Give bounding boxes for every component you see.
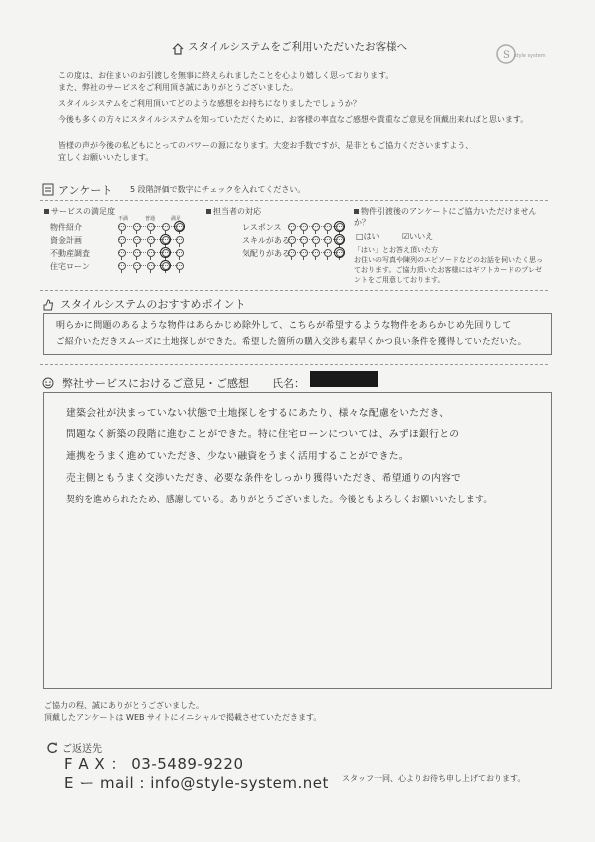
rating-scale[interactable] xyxy=(118,233,184,247)
rating-option[interactable] xyxy=(147,262,155,270)
followup-note: 「はい」とお答え頂いた方 お住いの写真や陳列のエピソードなどのお話を伺いたく思っております。ご協力頂いたお客様にはギフトカードのプレゼントをご用意しております。 xyxy=(354,246,543,284)
rating-option[interactable] xyxy=(118,236,126,244)
divider xyxy=(40,290,548,291)
scale-label-mid: 普通 xyxy=(145,216,156,222)
rating-scale[interactable] xyxy=(118,220,184,234)
intro-line-4: 今後も多くの方々にスタイルシステムを知っていただくために、お客様の率直なご感想や貴重なご意見を頂戴出来ればと思います。 xyxy=(58,115,529,124)
clipboard-icon xyxy=(42,181,54,195)
service-item-label: 物件紹介 xyxy=(50,223,82,232)
rating-option[interactable] xyxy=(147,236,155,244)
page-title: スタイルシステムをご利用いただいたお客様へ xyxy=(188,41,407,53)
intro-line-5: 皆様の声が今後の私どもにとってのパワーの源になります。大変お手数ですが、是非ともご協力くださいますよう、 xyxy=(58,141,474,150)
followup-option-yes[interactable]: □はい xyxy=(356,232,380,241)
recommend-line-1: 明らかに問題のあるような物件はあらかじめ除外して、こちらが希望するような物件をあらかじめ先回りして xyxy=(56,321,512,331)
service-item-label: 資金計画 xyxy=(50,236,82,245)
rating-option[interactable] xyxy=(288,223,296,231)
rating-option[interactable] xyxy=(300,236,308,244)
rating-option[interactable] xyxy=(133,223,141,231)
survey-instruction: 5 段階評価で数字にチェックを入れてください。 xyxy=(130,185,306,194)
name-label: 氏名： xyxy=(272,377,305,390)
thanks-line: ご協力の程、誠にありがとうございました。 xyxy=(44,701,204,710)
closing-message: スタッフ一同、心よりお待ち申し上げております。 xyxy=(342,774,526,783)
rating-option[interactable] xyxy=(176,262,184,270)
rating-option[interactable] xyxy=(300,223,308,231)
service-item-label: 不動産調査 xyxy=(50,249,90,258)
service-item-label: 住宅ローン xyxy=(50,262,90,271)
return-title: ご返送先 xyxy=(62,744,102,755)
rating-option[interactable] xyxy=(176,249,184,257)
selected-rating-mark xyxy=(160,247,171,258)
intro-line-3: スタイルシステムをご利用頂いてどのような感想をお持ちになりましたでしょうか？ xyxy=(58,99,361,108)
staff-item-label: レスポンス xyxy=(242,223,282,232)
feedback-line: 売主側ともうまく交渉いただき、必要な条件をしっかり獲得いただき、希望通りの内容で xyxy=(66,473,461,484)
selected-rating-mark xyxy=(160,260,171,271)
rating-scale[interactable] xyxy=(288,246,344,260)
intro-line-2: また、弊社のサービスをご利用頂き誠にありがとうございました。 xyxy=(58,83,298,92)
rating-option[interactable] xyxy=(147,223,155,231)
rating-option[interactable] xyxy=(133,236,141,244)
survey-title: アンケート xyxy=(58,184,113,197)
rating-option[interactable] xyxy=(118,249,126,257)
rating-option[interactable] xyxy=(324,249,332,257)
rating-option[interactable] xyxy=(133,262,141,270)
svg-text:S: S xyxy=(503,50,510,61)
rating-option[interactable] xyxy=(118,223,126,231)
selected-rating-mark xyxy=(334,247,345,258)
rating-option[interactable] xyxy=(133,249,141,257)
rating-option[interactable] xyxy=(312,223,320,231)
rating-scale[interactable] xyxy=(288,233,344,247)
rating-option[interactable] xyxy=(324,223,332,231)
selected-rating-mark xyxy=(334,234,345,245)
followup-heading: 物件引渡後のアンケートにご協力いただけませんか？ xyxy=(354,207,537,227)
feedback-line: 連携をうまく進めていただき、少ない融資をうまく活用することができた。 xyxy=(66,451,409,462)
selected-rating-mark xyxy=(160,234,171,245)
selected-rating-mark xyxy=(334,221,345,232)
feedback-title: 弊社サービスにおけるご意見・ご感想 xyxy=(62,377,249,390)
thumbs-up-icon xyxy=(42,296,54,308)
scale-label-high: 満足 xyxy=(171,216,182,222)
rating-option[interactable] xyxy=(288,236,296,244)
rating-option[interactable] xyxy=(162,223,170,231)
rating-scale[interactable] xyxy=(118,246,184,260)
rating-option[interactable] xyxy=(324,236,332,244)
staff-item-label: 気配りがある xyxy=(242,249,290,258)
staff-heading: 担当者の対応 xyxy=(206,206,261,217)
rating-scale[interactable] xyxy=(118,259,184,273)
recommend-title: スタイルシステムのおすすめポイント xyxy=(60,298,246,311)
email-address[interactable]: E ー mail : info@style-system.net xyxy=(64,774,329,792)
staff-item-label: スキルがある xyxy=(242,236,290,245)
followup-option-no[interactable]: ☑いいえ xyxy=(402,232,434,241)
rating-scale[interactable] xyxy=(288,220,344,234)
service-heading: サービスの満足度 xyxy=(44,206,115,217)
fax-number: F A X ： 03-5489-9220 xyxy=(64,755,244,773)
intro-line-6: 宜しくお願いいたします。 xyxy=(58,153,154,162)
rating-option[interactable] xyxy=(312,236,320,244)
home-icon xyxy=(172,40,184,52)
rating-option[interactable] xyxy=(300,249,308,257)
recommend-line-2: ご紹介いただきスムーズに土地探しができた。希望した箇所の購入交渉も素早くかつ良い条件を獲得していただいた。 xyxy=(56,337,527,347)
intro-line-1: この度は、お住まいのお引渡しを無事に終えられましたことを心より嬉しく思っております。 xyxy=(58,71,394,80)
rating-option[interactable] xyxy=(118,262,126,270)
thanks-line: 頂戴したアンケートは WEB サイトにイニシャルで掲載させていただきます。 xyxy=(44,713,322,722)
divider xyxy=(40,364,548,365)
name-redacted xyxy=(310,371,378,387)
smile-icon xyxy=(42,374,54,386)
scale-label-low: 不満 xyxy=(118,216,129,222)
logo-text: style system xyxy=(514,53,546,59)
feedback-line: 契約を進められたため、感謝している。ありがとうございました。今後ともよろしくお願いいたします。 xyxy=(66,495,493,505)
rating-option[interactable] xyxy=(147,249,155,257)
rating-option[interactable] xyxy=(176,236,184,244)
rating-option[interactable] xyxy=(312,249,320,257)
selected-rating-mark xyxy=(174,221,185,232)
feedback-line: 問題なく新築の段階に進むことができた。特に住宅ローンについては、みずほ銀行との xyxy=(66,429,460,440)
feedback-line: 建築会社が決まっていない状態で土地探しをするにあたり、様々な配慮をいただき、 xyxy=(66,408,450,419)
divider xyxy=(40,200,548,201)
rating-option[interactable] xyxy=(288,249,296,257)
return-icon xyxy=(46,739,58,751)
